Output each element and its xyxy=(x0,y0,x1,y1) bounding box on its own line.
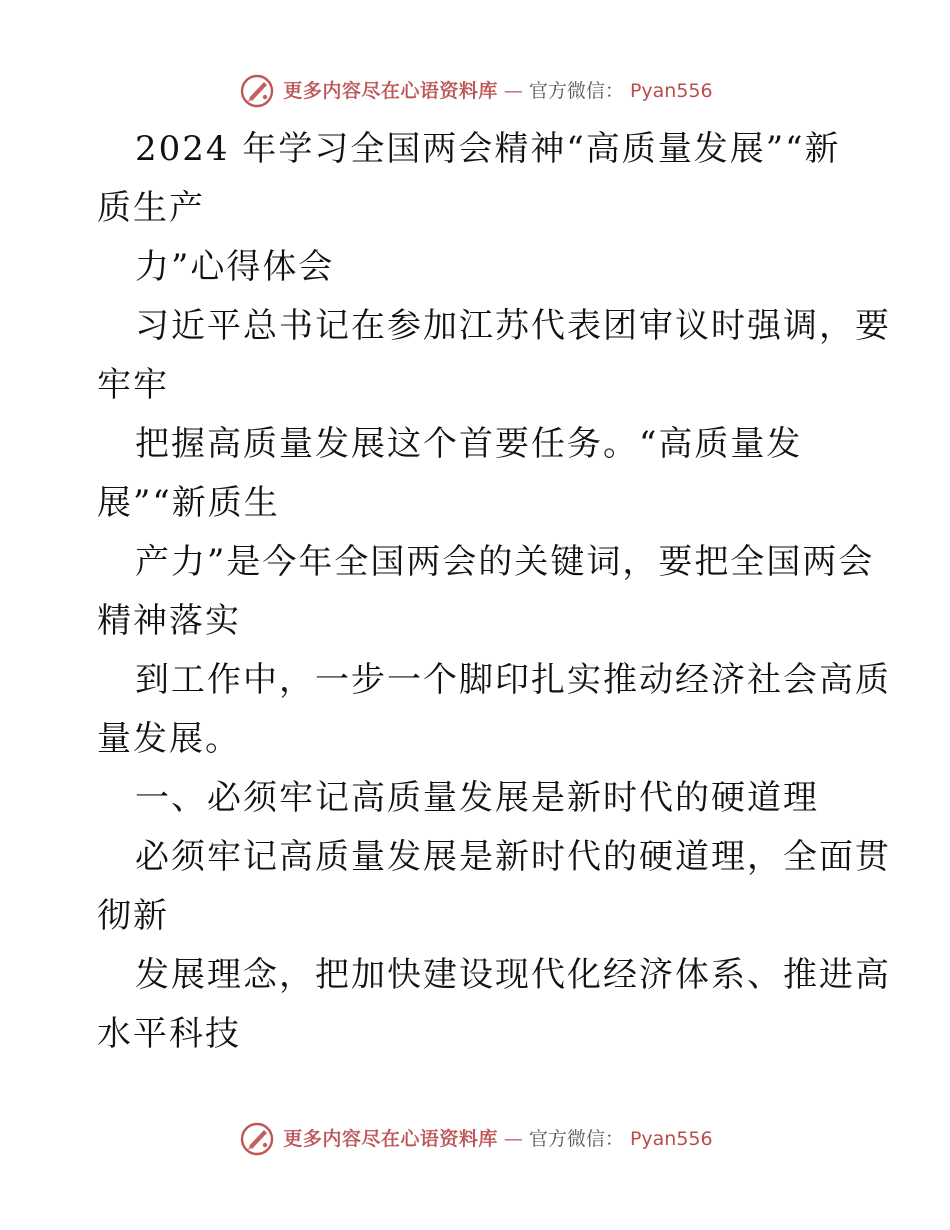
watermark-label: 官方微信： xyxy=(528,1127,624,1150)
text-line: 把握高质量发展这个首要任务。“高质量发 xyxy=(135,424,803,464)
text-line: 发展理念，把加快建设现代化经济体系、推进高 xyxy=(135,955,891,995)
text-line: 质生产 xyxy=(97,188,205,228)
text-line: 力”心得体会 xyxy=(135,247,335,287)
brand-logo-icon xyxy=(237,1119,277,1159)
text-line: 量发展。 xyxy=(97,719,241,759)
watermark-id: Pyan556 xyxy=(629,1127,713,1150)
document-body xyxy=(97,120,891,1064)
text-line: 展”“新质生 xyxy=(97,483,280,523)
text-line: 2024 年学习全国两会精神“高质量发展”“新 xyxy=(135,129,841,169)
text-line: 产力”是今年全国两会的关键词，要把全国两会 xyxy=(135,542,875,582)
text-line: 牢牢 xyxy=(97,365,169,405)
watermark-header xyxy=(0,69,950,113)
text-line: 水平科技 xyxy=(97,1014,241,1054)
text-line: 到工作中，一步一个脚印扎实推动经济社会高质 xyxy=(135,660,891,700)
watermark-separator: — xyxy=(503,79,523,102)
watermark-brand: 更多内容尽在心语资料库 xyxy=(283,1127,498,1150)
text-line: 必须牢记高质量发展是新时代的硬道理，全面贯 xyxy=(135,837,891,877)
text-line: 一、必须牢记高质量发展是新时代的硬道理 xyxy=(135,778,819,818)
watermark-label: 官方微信： xyxy=(528,79,624,102)
text-line: 彻新 xyxy=(97,896,169,936)
watermark-separator: — xyxy=(503,1127,523,1150)
watermark-id: Pyan556 xyxy=(629,79,713,102)
watermark-footer xyxy=(0,1117,950,1161)
watermark-brand: 更多内容尽在心语资料库 xyxy=(283,79,498,102)
text-line: 习近平总书记在参加江苏代表团审议时强调，要 xyxy=(135,306,891,346)
brand-logo-icon xyxy=(237,71,277,111)
text-line: 精神落实 xyxy=(97,601,241,641)
